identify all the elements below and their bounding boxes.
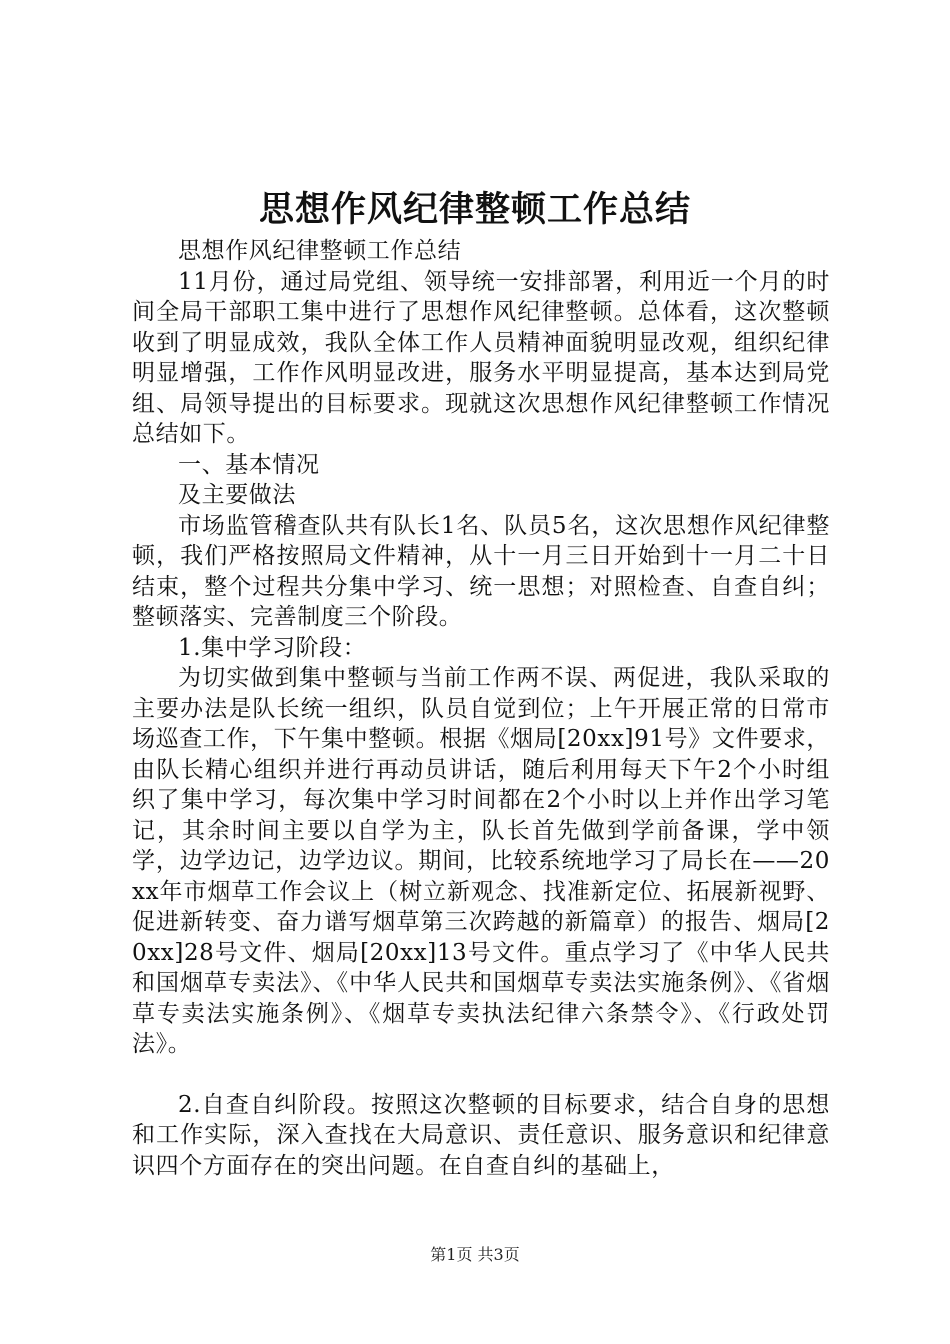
paragraph-stage-2: 2.自查自纠阶段。按照这次整顿的目标要求，结合自身的思想和工作实际，深入查找在大局意识、责任意识、服务意识和纪律意识四个方面存在的突出问题。在自查自纠的基础上， [132,1091,830,1179]
subheading-stage-1: 1.集中学习阶段： [178,634,367,661]
document-title: 思想作风纪律整顿工作总结 [258,189,691,230]
document-body [132,236,830,1181]
section-heading-basic: 一、基本情况 [178,451,320,478]
paragraph-subtitle: 思想作风纪律整顿工作总结 [178,238,462,264]
paragraph-stage-1: 为切实做到集中整顿与当前工作两不误、两促进，我队采取的主要办法是队长统一组织，队员自觉到位；上午开展正常的日常市场巡查工作，下午集中整顿。根据《烟局[20xx]91号》文件要求，由队长精心组织并进行再动员讲话，随后利用每天下午2个小时组织了集中学习，每次集中学习时间都在2个小时以上并作出学习笔记，其余时间主要以自学为主，队长首先做到学前备课，学中领学，边学边记，边学边议。期间，比较系统地学习了局长在——20xx年市烟草工作会议上（树立新观念、找准新定位、拓展新视野、促进新转变、奋力谱写烟草第三次跨越的新篇章）的报告、烟局[20xx]28号文件、烟局[20xx]13号文件。重点学习了《中华人民共和国烟草专卖法》、《中华人民共和国烟草专卖法实施条例》、《省烟草专卖法实施条例》、《烟草专卖执法纪律六条禁令》、《行政处罚法》。 [132,665,830,1057]
paragraph-team-overview: 市场监管稽查队共有队长1名、队员5名，这次思想作风纪律整顿，我们严格按照局文件精神，从十一月三日开始到十一月二十日结束，整个过程共分集中学习、统一思想；对照检查、自查自纠；整顿落实、完善制度三个阶段。 [132,512,830,630]
section-heading-methods: 及主要做法 [178,482,296,508]
paragraph-intro: 11月份，通过局党组、领导统一安排部署，利用近一个月的时间全局干部职工集中进行了思想作风纪律整顿。总体看，这次整顿收到了明显成效，我队全体工作人员精神面貌明显改观，组织纪律明显增强，工作作风明显改进，服务水平明显提高，基本达到局党组、局领导提出的目标要求。现就这次思想作风纪律整顿工作情况总结如下。 [132,268,830,447]
page-number-footer: 第1页 共3页 [430,1245,520,1264]
